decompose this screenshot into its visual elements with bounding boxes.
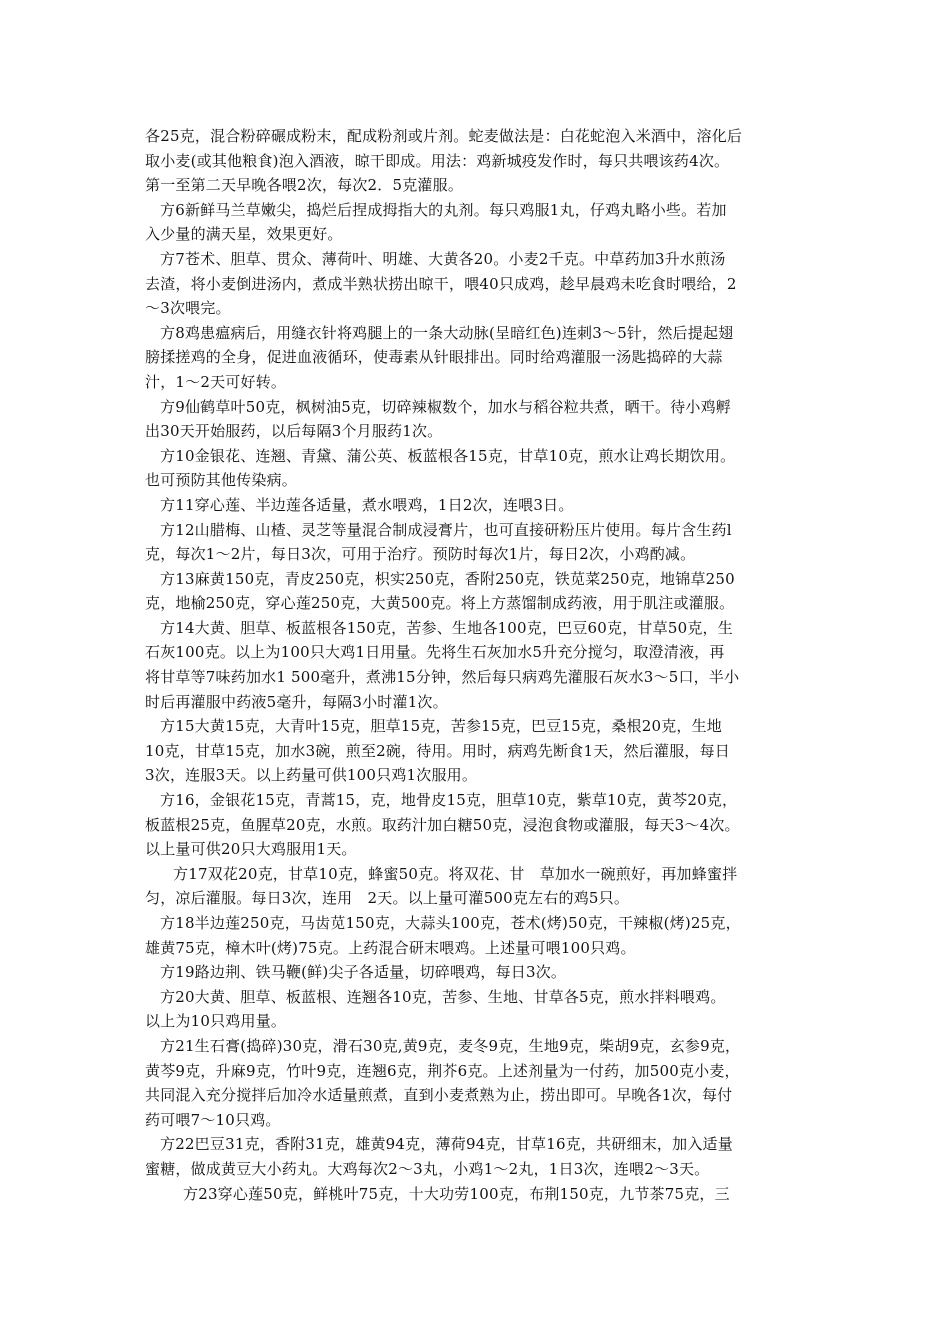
text-line: 以上为10只鸡用量。 [145,1012,287,1031]
text-line: 方13麻黄150克，青皮250克，枳实250克，香附250克，铁苋菜250克，地锦草250 [160,569,735,588]
text-line: 方8鸡患瘟病后，用缝衣针将鸡腿上的一条大动脉(呈暗红色)连刺3～5针，然后提起翅 [160,323,734,342]
text-line: 取小麦(或其他粮食)泡入酒液，晾干即成。用法：鸡新城疫发作时，每只共喂该药4次。 [145,151,730,170]
text-line: 方23穿心莲50克，鲜桃叶75克，十大功劳100克，布荆150克，九节茶75克，三 [183,1184,730,1203]
paragraph [145,714,817,788]
text-line: 方14大黄、胆草、板蓝根各150克，苦参、生地各100克，巴豆60克，甘草50克，生 [160,618,733,637]
text-line: 以上量可供20只大鸡服用1天。 [145,840,357,859]
text-line: 出30天开始服药，以后每隔3个月服药1次。 [145,422,443,441]
text-line: 方16，金银花15克，青蒿15，克，地骨皮15克，胆草10克，紫草10克，黄芩20克， [160,791,738,810]
text-line: 10克，甘草15克，加水3碗，煎至2碗，待用。用时，病鸡先断食1天，然后灌服，每日 [145,741,731,760]
text-line: 黄芩9克，升麻9克，竹叶9克，连翘6克，荆芥6克。上述剂量为一付药，加500克小麦， [145,1061,740,1080]
text-line: 方17双花20克，甘草10克，蜂蜜50克。将双花、甘 草加水一碗煎好，再加蜂蜜拌 [173,864,738,883]
text-line: 药可喂7～10只鸡。 [145,1110,281,1129]
text-line: 石灰100克。以上为100只大鸡1日用量。先将生石灰加水5升充分搅匀，取澄清液，再 [145,643,725,662]
text-line: 方20大黄、胆草、板蓝根、连翘各10克，苦参、生地、甘草各5克，煎水拌料喂鸡。 [160,987,726,1006]
text-line: 膀揉搓鸡的全身，促进血液循环，使毒素从针眼排出。同时给鸡灌服一汤匙捣碎的大蒜 [145,348,723,367]
text-line: 方12山腊梅、山楂、灵芝等量混合制成浸膏片，也可直接研粉压片使用。每片含生药l [160,520,732,539]
text-line: 方9仙鹤草叶50克，枫树油5克，切碎辣椒数个，加水与稻谷粒共煮，晒干。待小鸡孵 [160,397,731,416]
text-line: 去渣，将小麦倒进汤内，煮成半熟状捞出晾干，喂40只成鸡，趁早晨鸡未吃食时喂给，2 [145,274,737,293]
text-line: 汁，1～2天可好转。 [145,372,287,391]
text-line: 方11穿心莲、半边莲各适量，煮水喂鸡，1日2次，连喂3日。 [160,495,574,514]
paragraph [145,1034,817,1132]
text-line: 雄黄75克，樟木叶(烤)75克。上药混合研末喂鸡。上述量可喂100只鸡。 [145,938,636,957]
text-line: 入少量的满天星，效果更好。 [145,225,343,244]
text-line: 方21生石膏(捣碎)30克，滑石30克,黄9克，麦冬9克，生地9克，柴胡9克，玄参9克， [160,1036,741,1055]
text-line: 匀，凉后灌服。每日3次，连用 2天。以上量可灌500克左右的鸡5只。 [145,889,630,908]
paragraph [145,518,817,567]
text-line: 也可预防其他传染病。 [145,471,298,490]
paragraph [145,985,817,1034]
text-line: 共同混入充分搅拌后加冷水适量煎煮，直到小麦煮熟为止，捞出即可。早晚各1次，每付 [145,1086,733,1105]
paragraph [145,321,817,395]
paragraph [145,911,817,960]
text-line: 方15大黄15克，大青叶15克，胆草15克，苦参15克，巴豆15克，桑根20克，生地 [160,717,723,736]
paragraph [145,444,817,493]
text-line: 方7苍术、胆草、贯众、薄荷叶、明雄、大黄各20。小麦2千克。中草药加3升水煎汤 [160,249,726,268]
text-line: 克，地榆250克，穿心莲250克，大黄500克。将上方蒸馏制成药液，用于肌注或灌服。 [145,594,735,613]
paragraph [145,493,817,518]
paragraph [145,198,817,247]
text-line: 3次，连服3天。以上药量可供100只鸡1次服用。 [145,766,478,785]
paragraph [145,616,817,714]
paragraph [145,788,817,862]
document-body [145,124,817,1206]
text-line: 方10金银花、连翘、青黛、蒲公英、板蓝根各15克，甘草10克，煎水让鸡长期饮用。 [160,446,736,465]
paragraph [145,124,817,198]
text-line: 方6新鲜马兰草嫩尖，捣烂后捏成拇指大的丸剂。每只鸡服1丸，仔鸡丸略小些。若加 [160,200,727,219]
text-line: 将甘草等7味药加水1 500毫升，煮沸15分钟，然后每只病鸡先灌服石灰水3～5口，半小 [145,668,740,687]
paragraph [145,247,817,321]
text-line: 蜜糖，做成黄豆大小药丸。大鸡每次2～3丸，小鸡1～2丸，1日3次，连喂2～3天。 [145,1159,710,1178]
paragraph [145,960,817,985]
paragraph [145,1132,817,1181]
text-line: 方22巴豆31克，香附31克，雄黄94克，薄荷94克，甘草16克，共研细末，加入适量 [160,1135,733,1154]
text-line: ～3次喂完。 [145,299,231,318]
paragraph [145,862,817,911]
text-line: 方18半边莲250克，马齿苋150克，大蒜头100克，苍术(烤)50克，干辣椒(烤)25克， [160,914,741,932]
paragraph [145,395,817,444]
paragraph [145,1182,817,1207]
text-line: 方19路边荆、铁马鞭(鲜)尖子各适量，切碎喂鸡，每日3次。 [160,963,567,982]
text-line: 板蓝根25克，鱼腥草20克，水煎。取药汁加白糖50克，浸泡食物或灌服，每天3～4次。 [145,815,740,834]
text-line: 时后再灌服中药液5毫升，每隔3小时灌1次。 [145,692,448,711]
text-line: 克，每次1～2片，每日3次，可用于治疗。预防时每次1片，每日2次，小鸡酌减。 [145,545,696,564]
paragraph [145,567,817,616]
text-line: 第一至第二天早晚各喂2次，每次2．5克灌服。 [145,176,464,195]
text-line: 各25克，混合粉碎碾成粉末，配成粉剂或片剂。蛇麦做法是：白花蛇泡入米酒中，溶化后 [145,127,743,145]
